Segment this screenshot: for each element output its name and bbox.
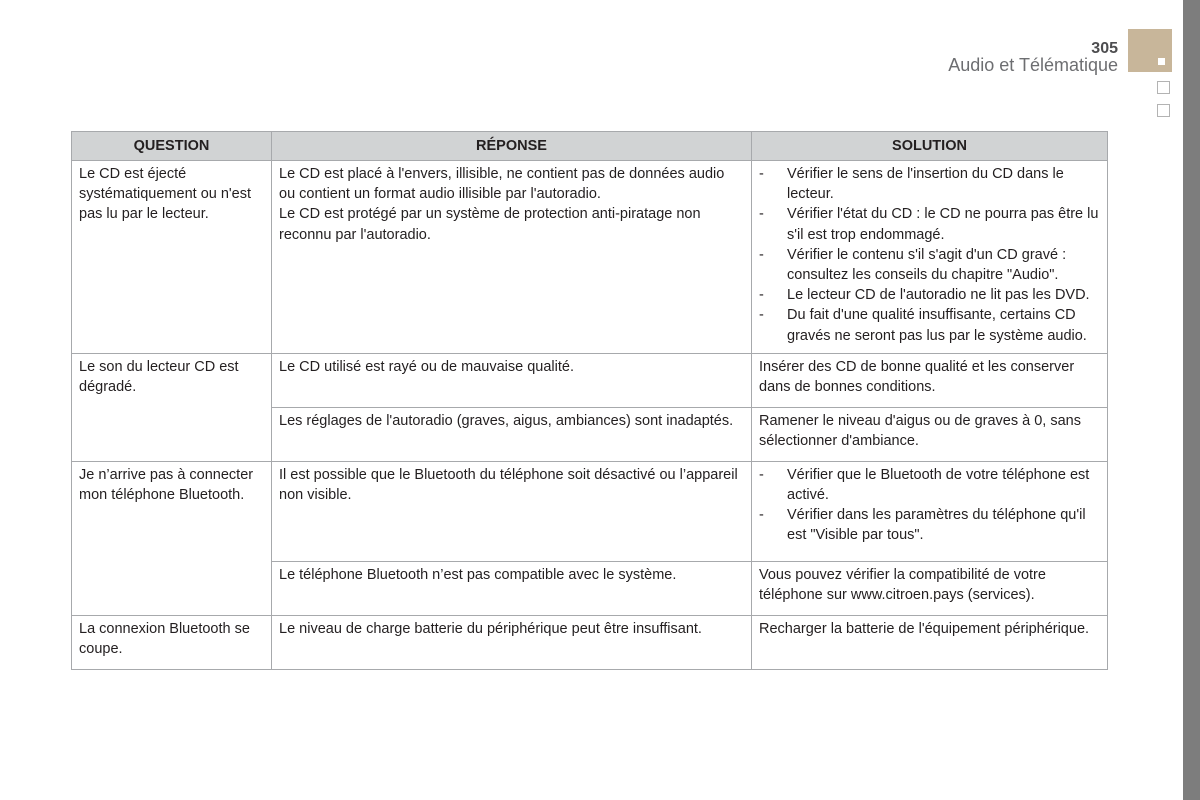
solution-list: [759, 465, 1100, 546]
question-cell: Le son du lecteur CD est dégradé.: [72, 353, 272, 461]
table-row: [72, 461, 1108, 561]
chapter-tab-box: [1157, 104, 1170, 117]
answer-cell: [272, 161, 752, 354]
table-row: [72, 615, 1108, 669]
troubleshooting-table: [71, 131, 1108, 670]
table-row: [72, 353, 1108, 407]
section-title: Audio et Télématique: [948, 55, 1118, 75]
chapter-tab-dot: [1158, 58, 1165, 65]
answer-text: Le CD est placé à l'envers, illisible, ne contient pas de données audio ou contient un format audio illisible par l'autoradio.: [279, 166, 725, 203]
answer-cell: Le téléphone Bluetooth n’est pas compatible avec le système.: [272, 561, 752, 615]
answer-cell: Les réglages de l'autoradio (graves, aigus, ambiances) sont inadaptés.: [272, 407, 752, 461]
column-header-solution: SOLUTION: [752, 132, 1108, 161]
solution-cell: Recharger la batterie de l'équipement périphérique.: [752, 615, 1108, 669]
answer-cell: Le niveau de charge batterie du périphérique peut être insuffisant.: [272, 615, 752, 669]
solution-item: - Le lecteur CD de l'autoradio ne lit pas les DVD.: [759, 285, 1100, 305]
answer-cell: Il est possible que le Bluetooth du téléphone soit désactivé ou l’appareil non visible.: [272, 461, 752, 561]
solution-cell: Vous pouvez vérifier la compatibilité de votre téléphone sur www.citroen.pays (services).: [752, 561, 1108, 615]
table-row: [72, 161, 1108, 354]
question-cell: La connexion Bluetooth se coupe.: [72, 615, 272, 669]
solution-item: - Du fait d'une qualité insuffisante, certains CD gravés ne seront pas lus par le système audio.: [759, 305, 1100, 345]
chapter-tab-marker: [1128, 29, 1172, 72]
solution-cell: Insérer des CD de bonne qualité et les conserver dans de bonnes conditions.: [752, 353, 1108, 407]
question-cell: Je n’arrive pas à connecter mon téléphone Bluetooth.: [72, 461, 272, 615]
question-cell: Le CD est éjecté systématiquement ou n'est pas lu par le lecteur.: [72, 161, 272, 354]
answer-cell: Le CD utilisé est rayé ou de mauvaise qualité.: [272, 353, 752, 407]
solution-item: - Vérifier que le Bluetooth de votre téléphone est activé.: [759, 465, 1100, 505]
column-header-question: QUESTION: [72, 132, 272, 161]
chapter-tab-box: [1157, 81, 1170, 94]
solution-item: - Vérifier le contenu s'il s'agit d'un CD gravé : consultez les conseils du chapitre "Audio".: [759, 245, 1100, 285]
answer-text: Le CD est protégé par un système de protection anti-piratage non reconnu par l'autoradio.: [279, 206, 701, 243]
solution-cell: [752, 461, 1108, 561]
table-header-row: [72, 132, 1108, 161]
page-number: 305: [1091, 40, 1118, 57]
solution-item: - Vérifier l'état du CD : le CD ne pourra pas être lu s'il est trop endommagé.: [759, 204, 1100, 244]
column-header-answer: RÉPONSE: [272, 132, 752, 161]
solution-cell: Ramener le niveau d'aigus ou de graves à 0, sans sélectionner d'ambiance.: [752, 407, 1108, 461]
solution-item: - Vérifier dans les paramètres du téléphone qu'il est "Visible par tous".: [759, 505, 1100, 545]
solution-cell: [752, 161, 1108, 354]
page-edge-bar: [1183, 0, 1200, 800]
solution-item: - Vérifier le sens de l'insertion du CD dans le lecteur.: [759, 164, 1100, 204]
solution-list: [759, 164, 1100, 346]
